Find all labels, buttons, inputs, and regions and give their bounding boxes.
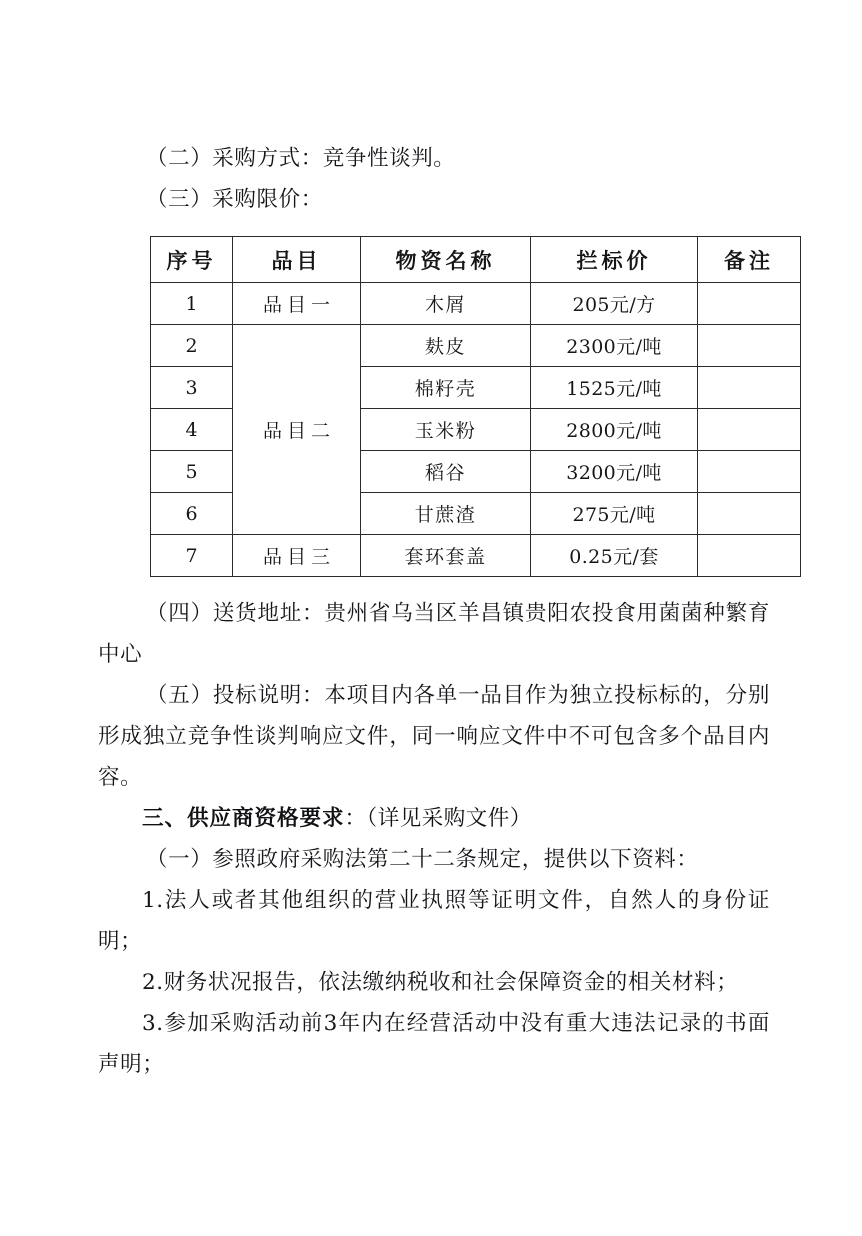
heading-tail-text: ：（详见采购文件） [344, 806, 532, 831]
cell-name: 甘蔗渣 [361, 493, 531, 535]
cell-category: 品目一 [233, 283, 361, 325]
column-header-name: 物资名称 [361, 237, 531, 283]
cell-name: 玉米粉 [361, 409, 531, 451]
cell-category-merged: 品目二 [233, 325, 361, 535]
cell-remark [698, 325, 801, 367]
cell-name: 木屑 [361, 283, 531, 325]
cell-price: 205元/方 [531, 283, 698, 325]
heading-supplier-qualification [98, 798, 770, 839]
cell-seq: 5 [151, 451, 233, 493]
paragraph-delivery-address: （四）送货地址：贵州省乌当区羊昌镇贵阳农投食用菌菌种繁育中心 [98, 601, 770, 667]
cell-remark [698, 535, 801, 577]
cell-seq: 3 [151, 367, 233, 409]
cell-price: 2800元/吨 [531, 409, 698, 451]
cell-seq: 6 [151, 493, 233, 535]
column-header-seq: 序号 [151, 237, 233, 283]
cell-name: 套环套盖 [361, 535, 531, 577]
paragraph-price-cap: （三）采购限价： [146, 187, 323, 212]
table-row [151, 283, 801, 325]
cell-price: 1525元/吨 [531, 367, 698, 409]
column-header-price: 拦标价 [531, 237, 698, 283]
cell-remark [698, 493, 801, 535]
table-header-row [151, 237, 801, 283]
column-header-remark: 备注 [698, 237, 801, 283]
cell-name: 棉籽壳 [361, 367, 531, 409]
cell-price: 0.25元/套 [531, 535, 698, 577]
cell-remark [698, 409, 801, 451]
cell-seq: 4 [151, 409, 233, 451]
cell-price: 275元/吨 [531, 493, 698, 535]
document-body [98, 138, 774, 1085]
cell-price: 2300元/吨 [531, 325, 698, 367]
cell-seq: 7 [151, 535, 233, 577]
cell-seq: 2 [151, 325, 233, 367]
list-item-qualification-1: 1.法人或者其他组织的营业执照等证明文件，自然人的身份证明； [98, 888, 770, 954]
column-header-category: 品目 [233, 237, 361, 283]
table-row [151, 325, 801, 367]
cell-remark [698, 283, 801, 325]
cell-category: 品目三 [233, 535, 361, 577]
cell-price: 3200元/吨 [531, 451, 698, 493]
cell-remark [698, 367, 801, 409]
paragraph-qualification-intro: （一）参照政府采购法第二十二条规定，提供以下资料： [146, 847, 699, 872]
list-item-qualification-3: 3.参加采购活动前3年内在经营活动中没有重大违法记录的书面声明； [98, 1011, 770, 1077]
cell-remark [698, 451, 801, 493]
price-table-container [150, 236, 774, 577]
cell-name: 稻谷 [361, 451, 531, 493]
table-row [151, 535, 801, 577]
list-item-qualification-2: 2.财务状况报告，依法缴纳税收和社会保障资金的相关材料； [142, 970, 739, 995]
paragraph-purchase-method: （二）采购方式：竞争性谈判。 [146, 146, 456, 171]
cell-name: 麸皮 [361, 325, 531, 367]
price-limit-table [150, 236, 801, 577]
heading-bold-text: 三、供应商资格要求 [142, 806, 345, 831]
paragraph-bidding-note: （五）投标说明：本项目内各单一品目作为独立投标标的，分别形成独立竞争性谈判响应文件，同一响应文件中不可包含多个品目内容。 [98, 683, 770, 790]
cell-seq: 1 [151, 283, 233, 325]
